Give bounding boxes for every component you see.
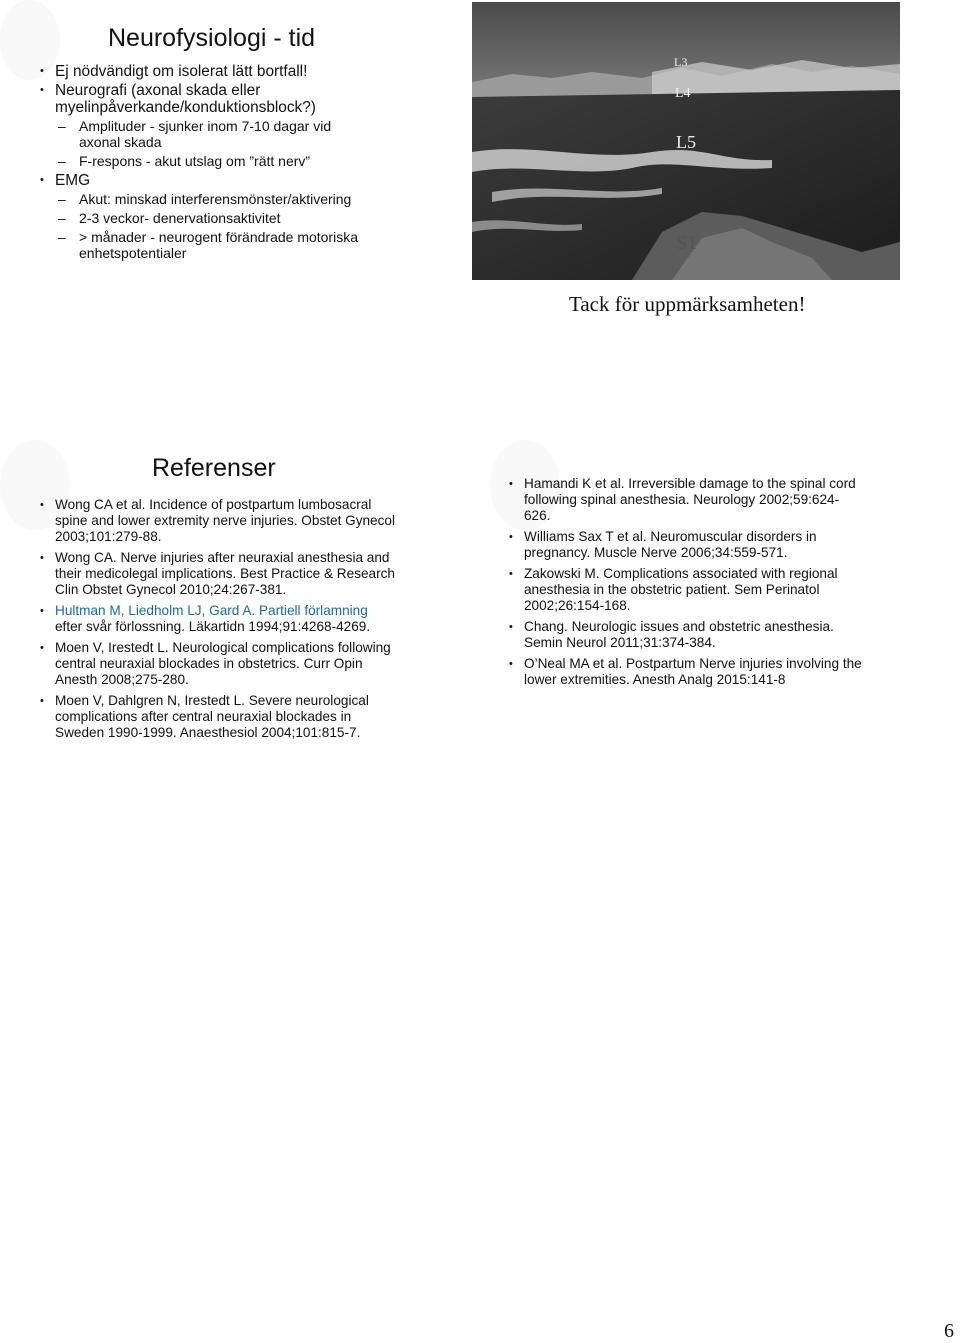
sub-bullet-item — [40, 118, 370, 150]
item-text: Zakowski M. Complications associated with regional anesthesia in the obstetric patient. Sem Perinatol 2002;26:154-168. — [524, 566, 838, 613]
sub-bullet-item — [40, 210, 370, 226]
item-text: EMG — [55, 172, 91, 189]
reference-item — [40, 603, 395, 635]
reference-item — [509, 566, 864, 614]
item-text: > månader - neurogent förändrade motoriska enhetspotentialer — [79, 229, 358, 261]
reference-item — [509, 529, 864, 561]
slide-neurofysiologi — [0, 0, 470, 300]
item-text: Akut: minskad interferensmönster/aktivering — [79, 191, 352, 207]
item-text: Moen V, Dahlgren N, Irestedt L. Severe neurological complications after central neuraxial blockades in Sweden 1990-1999. Anaesthesiol 2004;101:815-7. — [55, 693, 369, 740]
sub-bullet-item — [40, 191, 370, 207]
slide-referenser-continued — [490, 450, 960, 750]
reference-item — [40, 550, 395, 598]
bullet-list — [40, 63, 370, 264]
reference-item — [509, 619, 864, 651]
reference-list — [40, 497, 395, 746]
slide-title: Neurofysiologi - tid — [108, 24, 316, 52]
reference-list-continued — [509, 476, 864, 693]
item-text: Moen V, Irestedt L. Neurological complications following central neuraxial blockades in obstetrics. Curr Opin Anesth 2008;275-280. — [55, 640, 391, 687]
item-text: Wong CA et al. Incidence of postpartum lumbosacral spine and lower extremity nerve injuries. Obstet Gynecol 2003;101:279-88. — [55, 497, 395, 544]
reference-item — [509, 476, 864, 524]
item-text: Neurografi (axonal skada eller myelinpåverkande/konduktionsblock?) — [55, 82, 316, 116]
bullet-item — [40, 172, 370, 189]
label-s1: S1 — [676, 232, 698, 254]
item-text: Chang. Neurologic issues and obstetric anesthesia. Semin Neurol 2011;31:374-384. — [524, 619, 834, 650]
slide-referenser — [0, 450, 470, 750]
item-text: efter svår förlossning. Läkartidn 1994;91:4268-4269. — [55, 619, 371, 634]
highlighted-text: Hultman M, Liedholm LJ, Gard A. Partiell förlamning — [55, 603, 368, 618]
bullet-item — [40, 82, 370, 116]
reference-item — [40, 497, 395, 545]
mountain-landscape-photo — [472, 2, 900, 280]
item-text: O’Neal MA et al. Postpartum Nerve injuries involving the lower extremities. Anesth Analg 2015:141-8 — [524, 656, 862, 687]
bullet-item — [40, 63, 370, 80]
item-text: Ej nödvändigt om isolerat lätt bortfall! — [55, 63, 308, 80]
item-text: Williams Sax T et al. Neuromuscular disorders in pregnancy. Muscle Nerve 2006;34:559-571. — [524, 529, 817, 560]
sub-bullet-item — [40, 229, 370, 261]
label-l4: L4 — [675, 86, 691, 101]
item-text: Wong CA. Nerve injuries after neuraxial anesthesia and their medicolegal implications. Best Practice & Research Clin Obstet Gynecol 2010;24:267-381. — [55, 550, 395, 597]
reference-item — [40, 693, 395, 741]
item-text: Amplituder - sjunker inom 7-10 dagar vid axonal skada — [79, 118, 332, 150]
thanks-caption: Tack för uppmärksamheten! — [569, 292, 806, 316]
references-title: Referenser — [152, 454, 276, 482]
label-l5: L5 — [676, 132, 696, 152]
reference-item — [40, 640, 395, 688]
label-l3: L3 — [674, 55, 688, 69]
page-number: 6 — [944, 1320, 954, 1342]
slide-thanks — [470, 0, 960, 330]
item-text: 2-3 veckor- denervationsaktivitet — [79, 210, 281, 226]
item-text: Hamandi K et al. Irreversible damage to the spinal cord following spinal anesthesia. Neurology 2002;59:624-626. — [524, 476, 856, 523]
item-text: F-respons - akut utslag om ”rätt nerv” — [79, 153, 311, 169]
sub-bullet-item — [40, 153, 370, 169]
reference-item — [509, 656, 864, 688]
